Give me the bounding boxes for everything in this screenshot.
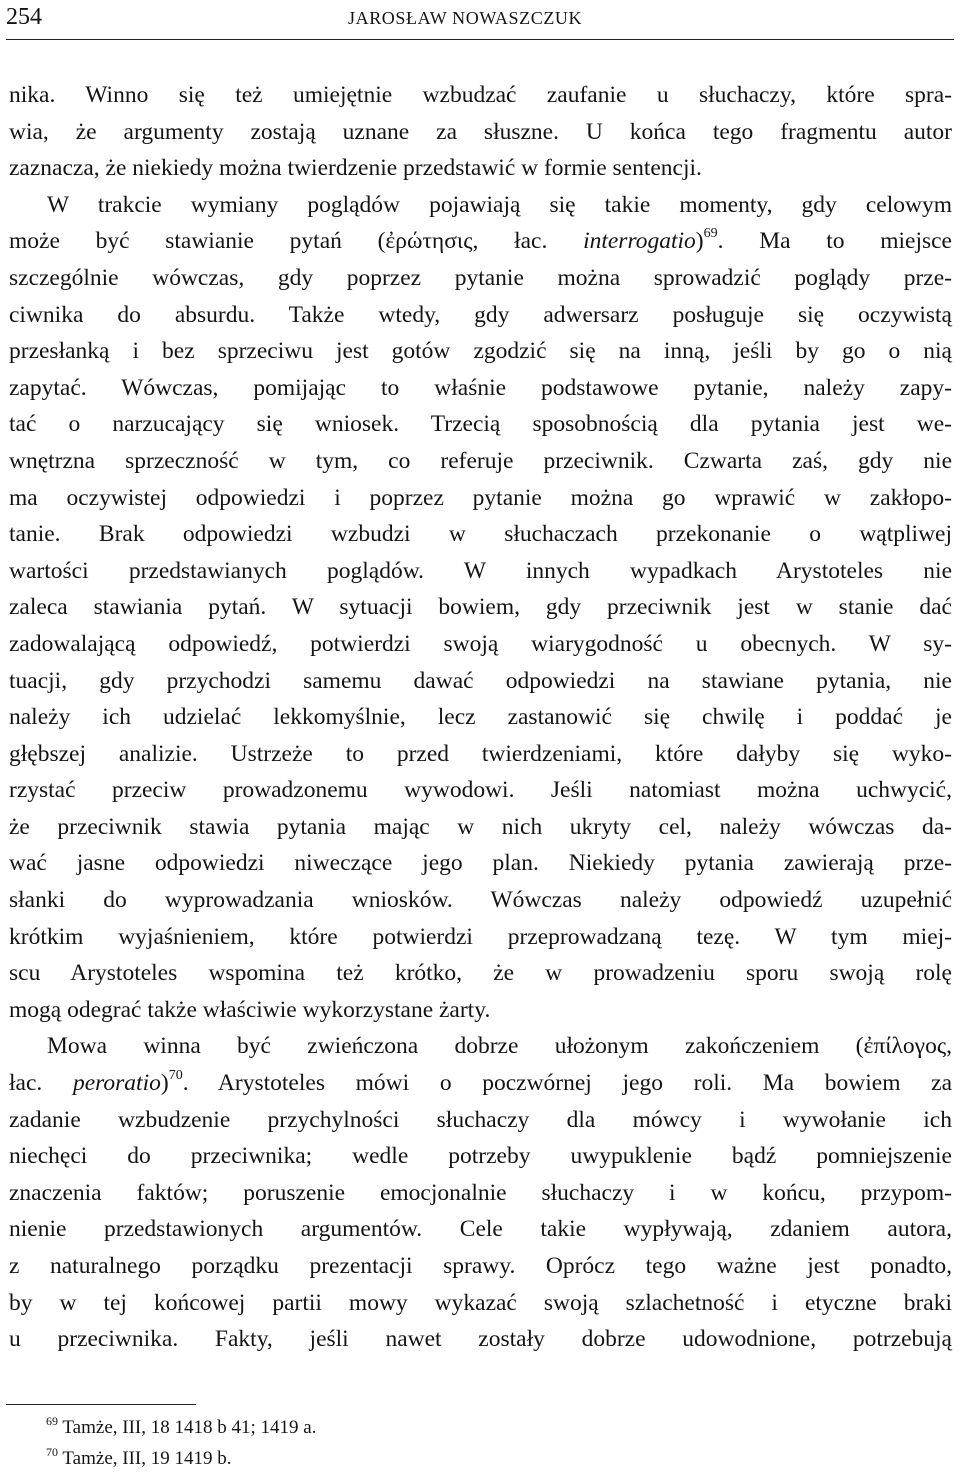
text-segment: . Ma to miejsce (717, 228, 952, 255)
text-line (9, 77, 952, 114)
text-line (9, 626, 952, 663)
text-line (9, 919, 952, 956)
footnote-reference[interactable]: 70 (168, 1068, 183, 1084)
text-line (9, 1065, 952, 1102)
text-line-content: by w tej końcowej partii mowy wykazać swoją szlachetność i etyczne braki (9, 1289, 952, 1316)
text-line-content: tanie. Brak odpowiedzi wzbudzi w słuchaczach przekonanie o wątpliwej (9, 521, 952, 548)
text-line (9, 480, 952, 517)
page-number: 254 (6, 4, 42, 30)
text-line (9, 1248, 952, 1285)
text-line (9, 370, 952, 407)
text-line (9, 663, 952, 700)
running-head-author: JAROSŁAW NOWASZCZUK (348, 8, 583, 28)
footnote-number: 70 (46, 1445, 58, 1459)
text-line-content: zapytać. Wówczas, pomijając to właśnie podstawowe pytanie, należy zapy- (9, 374, 952, 401)
footnote-text: Tamże, III, 19 1419 b. (58, 1448, 232, 1469)
text-line (9, 845, 952, 882)
text-line-content: że przeciwnik stawia pytania mając w nich ukryty cel, należy wówczas da- (9, 813, 952, 840)
body-text (9, 77, 952, 1358)
latin-term: peroratio (72, 1070, 161, 1097)
text-line (9, 955, 952, 992)
text-line (9, 992, 952, 1029)
text-line-content: z naturalnego porządku prezentacji sprawy. Oprócz tego ważne jest ponadto, (9, 1253, 952, 1279)
text-segment: ) (160, 1070, 169, 1097)
text-line-content: zadowalającą odpowiedź, potwierdzi swoją wiarygodność u obecnych. W sy- (9, 630, 952, 657)
text-line (9, 736, 952, 773)
text-line (9, 699, 952, 736)
text-line-content: rzystać przeciw prowadzonemu wywodowi. Jeśli natomiast można uchwycić, (9, 777, 952, 804)
footnote-separator (6, 1404, 196, 1405)
footnote (46, 1412, 926, 1443)
text-line (9, 443, 952, 480)
text-line (9, 333, 952, 370)
text-line (9, 260, 952, 297)
text-line-content: u przeciwnika. Fakty, jeśli nawet zostały dobrze udowodnione, potrzebują (9, 1326, 952, 1353)
text-line (9, 1321, 952, 1358)
text-segment: może być stawianie pytań (ἐρώτησις, łac. (9, 228, 584, 255)
text-line-content: mogą odegrać także właściwie wykorzystane żarty. (9, 996, 491, 1023)
text-line-content: zaleca stawiania pytań. W sytuacji bowiem, gdy przeciwnik jest w stanie dać (9, 594, 952, 621)
header-rule (6, 39, 954, 40)
text-line-content: głębszej analizie. Ustrzeże to przed twierdzeniami, które dałyby się wyko- (9, 740, 952, 767)
text-line (9, 114, 952, 151)
text-line (9, 406, 952, 443)
footnote-text: Tamże, III, 18 1418 b 41; 1419 a. (58, 1417, 317, 1438)
text-line-content: wia, że argumenty zostają uznane za słuszne. U końca tego fragmentu autor (9, 118, 952, 145)
text-line-content: zadanie wzbudzenie przychylności słuchaczy dla mówcy i wywołanie ich (9, 1106, 952, 1133)
text-line (9, 809, 952, 846)
text-line (9, 1102, 952, 1139)
text-line (9, 297, 952, 334)
text-line-content: ciwnika do absurdu. Także wtedy, gdy adwersarz posługuje się oczywistą (9, 301, 952, 328)
text-line-content: wać jasne odpowiedzi niweczące jego plan. Niekiedy pytania zawierają prze- (9, 850, 952, 877)
text-line (9, 1285, 952, 1322)
text-line-content: Mowa winna być zwieńczona dobrze ułożonym zakończeniem (ἐπίλογος, (47, 1033, 952, 1060)
text-line-content: krótkim wyjaśnieniem, które potwierdzi przeprowadzaną tezę. W tym miej- (9, 923, 952, 950)
text-line-content: W trakcie wymiany poglądów pojawiają się takie momenty, gdy celowym (47, 191, 952, 218)
text-line (9, 882, 952, 919)
text-line (9, 1211, 952, 1248)
text-line (9, 1175, 952, 1212)
text-line (9, 150, 952, 187)
text-line (9, 772, 952, 809)
text-line-content: tuacji, gdy przychodzi samemu dawać odpowiedzi na stawiane pytania, nie (9, 667, 952, 694)
running-header (6, 0, 954, 40)
footnote-reference[interactable]: 69 (703, 226, 718, 242)
footnote-number: 69 (46, 1414, 58, 1428)
text-line-content: nika. Winno się też umiejętnie wzbudzać zaufanie u słuchaczy, które spra- (9, 82, 952, 108)
text-segment: łac. (9, 1070, 73, 1097)
text-line (9, 223, 952, 260)
text-line (9, 553, 952, 590)
footnote (46, 1443, 926, 1474)
text-segment: ) (695, 228, 704, 255)
text-line-content: należy ich udzielać lekkomyślnie, lecz zastanowić się chwilę i poddać je (9, 704, 952, 731)
text-line-content: tać o narzucający się wniosek. Trzecią sposobnością dla pytania jest we- (9, 411, 952, 438)
text-line (9, 589, 952, 626)
text-line-content: wnętrzna sprzeczność w tym, co referuje przeciwnik. Czwarta zaś, gdy nie (9, 447, 952, 474)
text-line-content: scu Arystoteles wspomina też krótko, że w prowadzeniu sporu swoją rolę (9, 960, 952, 987)
text-line (9, 1138, 952, 1175)
text-line-content: szczególnie wówczas, gdy poprzez pytanie można sprowadzić poglądy prze- (9, 264, 952, 291)
footnotes (46, 1412, 926, 1474)
text-line-content: słanki do wyprowadzania wniosków. Wówczas należy odpowiedź uzupełnić (9, 887, 952, 914)
text-line (9, 1028, 952, 1065)
latin-term: interrogatio (583, 228, 696, 255)
text-line-content: przesłanką i bez sprzeciwu jest gotów zgodzić się na inną, jeśli by go o nią (9, 338, 952, 365)
text-line-content: ma oczywistej odpowiedzi i poprzez pytanie można go wprawić w zakłopo- (9, 484, 952, 511)
text-line (9, 516, 952, 553)
text-segment: . Arystoteles mówi o poczwórnej jego roli. Ma bowiem za (182, 1070, 953, 1097)
text-line-content: niechęci do przeciwnika; wedle potrzeby uwypuklenie bądź pomniejszenie (9, 1143, 952, 1170)
text-line-content: wartości przedstawianych poglądów. W innych wypadkach Arystoteles nie (9, 557, 952, 584)
text-line-content: nienie przedstawionych argumentów. Cele takie wypływają, zdaniem autora, (9, 1216, 952, 1243)
text-line-content: zaznacza, że niekiedy można twierdzenie przedstawić w formie sentencji. (9, 155, 702, 182)
text-line-content: znaczenia faktów; poruszenie emocjonalnie słuchaczy i w końcu, przypom- (9, 1179, 952, 1206)
text-line (9, 187, 952, 224)
